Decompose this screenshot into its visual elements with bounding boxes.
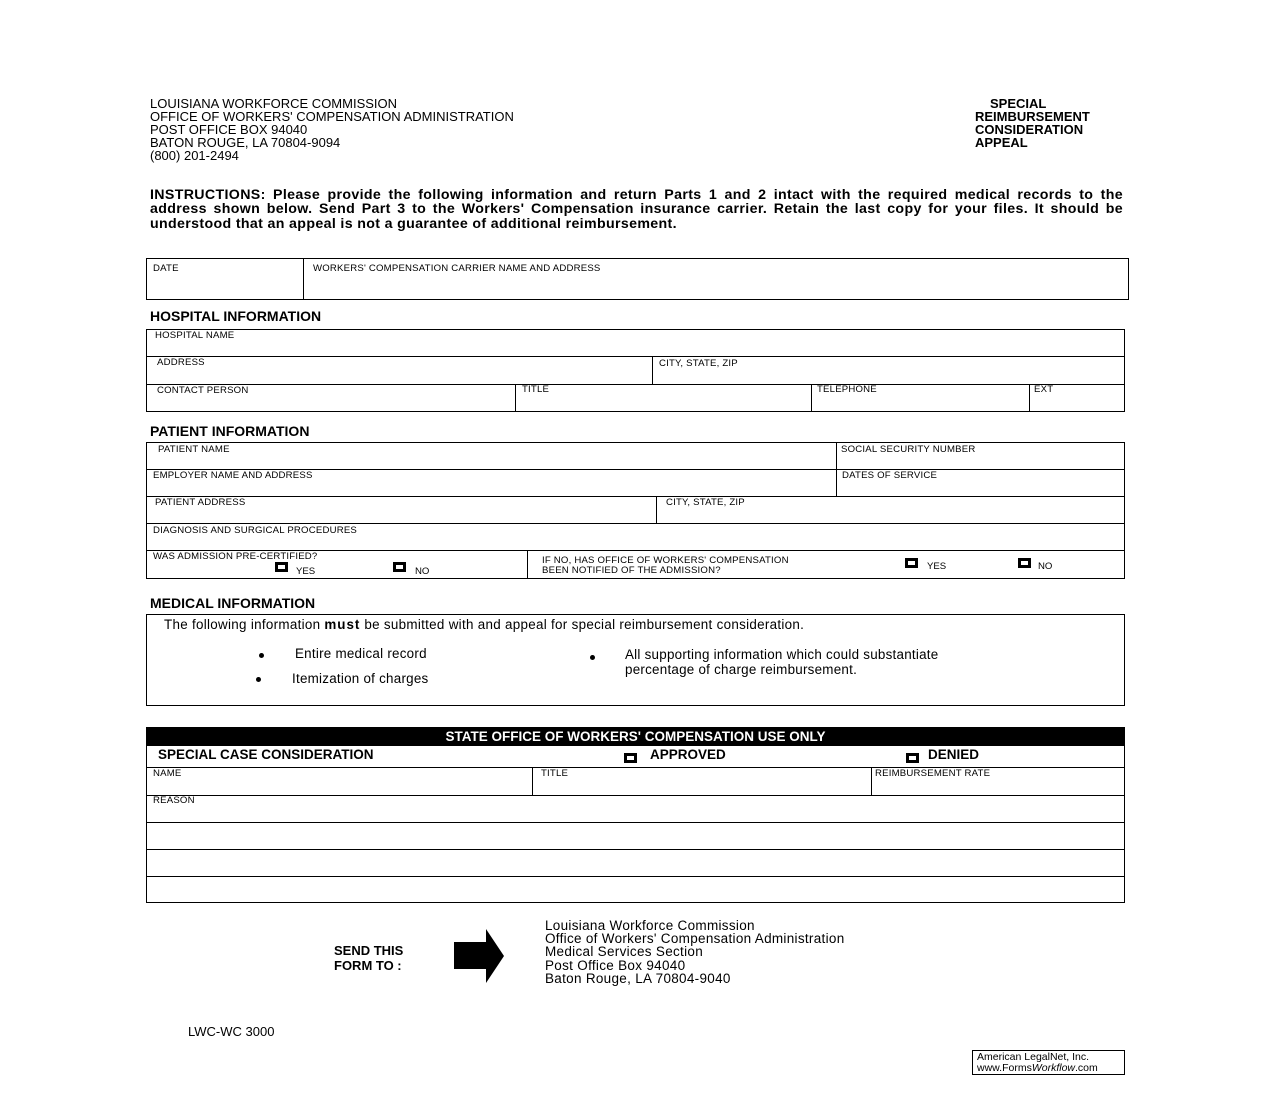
- address-line: Medical Services Section: [545, 944, 704, 960]
- divider: [303, 258, 304, 300]
- hospital-heading: HOSPITAL INFORMATION: [150, 308, 322, 324]
- send-to-line2: FORM TO :: [334, 958, 402, 973]
- mailing-address: [545, 919, 845, 985]
- hospital-table: [146, 329, 1125, 412]
- medical-intro-emphasis: must: [324, 617, 361, 632]
- date-field[interactable]: DATE: [153, 263, 179, 274]
- requirement-item-line1: All supporting information which could substantiate: [625, 647, 939, 662]
- agency-phone: (800) 201-2494: [150, 148, 239, 163]
- divider: [656, 496, 657, 523]
- bullet-icon: [590, 655, 595, 660]
- precert-no-label: NO: [415, 566, 430, 577]
- precert-question: WAS ADMISSION PRE-CERTIFIED?: [153, 551, 318, 562]
- arrow-right-icon: [454, 929, 506, 983]
- contact-title-field[interactable]: TITLE: [522, 384, 550, 395]
- state-use-banner: STATE OFFICE OF WORKERS' COMPENSATION USE ONLY: [146, 727, 1125, 746]
- medical-intro-after: be submitted with and appeal for special reimbursement consideration.: [360, 617, 805, 632]
- notified-no-checkbox[interactable]: [1018, 558, 1031, 568]
- ssn-field[interactable]: SOCIAL SECURITY NUMBER: [841, 444, 976, 455]
- divider: [146, 849, 1125, 850]
- address-line: Post Office Box 94040: [545, 957, 686, 973]
- agency-header: [150, 97, 514, 162]
- address-line: Baton Rouge, LA 70804-9040: [545, 970, 731, 986]
- carrier-field[interactable]: WORKERS' COMPENSATION CARRIER NAME AND ADDRESS: [313, 263, 601, 274]
- publisher-url-suffix: .com: [1075, 1061, 1098, 1074]
- form-title-line: REIMBURSEMENT: [975, 109, 1090, 124]
- medical-intro-before: The following information: [164, 617, 325, 632]
- reason-field[interactable]: REASON: [153, 795, 195, 806]
- date-carrier-row: [146, 258, 1129, 300]
- publisher-url[interactable]: [977, 1063, 1124, 1074]
- notified-yes-checkbox[interactable]: [905, 558, 918, 568]
- form-number: LWC-WC 3000: [188, 1024, 275, 1039]
- precert-yes-label: YES: [296, 566, 316, 577]
- requirement-item: Entire medical record: [295, 646, 427, 661]
- divider: [146, 822, 1125, 823]
- patient-address-field[interactable]: PATIENT ADDRESS: [155, 497, 246, 508]
- divider: [146, 496, 1125, 497]
- notified-no-label: NO: [1038, 561, 1053, 572]
- send-to-label: [334, 943, 403, 973]
- requirement-item: Itemization of charges: [292, 671, 429, 686]
- form-title: [975, 97, 1090, 149]
- divider: [527, 550, 528, 579]
- notified-question-line1: IF NO, HAS OFFICE OF WORKERS' COMPENSATION: [542, 555, 789, 566]
- notified-question: [542, 556, 789, 575]
- agency-office: OFFICE OF WORKERS' COMPENSATION ADMINISTRATION: [150, 109, 514, 124]
- notified-question-line2: BEEN NOTIFIED OF THE ADMISSION?: [542, 564, 721, 576]
- publisher-name: American LegalNet, Inc.: [977, 1051, 1090, 1063]
- agency-name: LOUISIANA WORKFORCE COMMISSION: [150, 96, 398, 111]
- employer-field[interactable]: EMPLOYER NAME AND ADDRESS: [153, 470, 313, 481]
- bullet-icon: [259, 653, 264, 658]
- address-line: Louisiana Workforce Commission: [545, 918, 755, 933]
- precert-yes-checkbox[interactable]: [275, 562, 288, 572]
- approved-label: APPROVED: [650, 747, 726, 762]
- requirement-item-line2: percentage of charge reimbursement.: [625, 661, 858, 677]
- requirement-item: [625, 648, 938, 677]
- denied-checkbox[interactable]: [906, 753, 919, 763]
- reviewer-name-field[interactable]: NAME: [153, 768, 182, 779]
- publisher-url-prefix: www.Forms: [977, 1061, 1032, 1074]
- reimbursement-rate-field[interactable]: REIMBURSEMENT RATE: [875, 768, 991, 779]
- divider: [146, 384, 1125, 385]
- divider: [836, 442, 837, 496]
- dates-of-service-field[interactable]: DATES OF SERVICE: [842, 470, 938, 481]
- approved-checkbox[interactable]: [624, 753, 637, 763]
- hospital-address-field[interactable]: ADDRESS: [157, 357, 205, 368]
- contact-person-field[interactable]: CONTACT PERSON: [157, 385, 249, 396]
- send-to-line1: SEND THIS: [334, 943, 404, 958]
- medical-intro: [164, 617, 804, 632]
- divider: [1029, 384, 1030, 412]
- denied-label: DENIED: [928, 747, 980, 762]
- address-line: Office of Workers' Compensation Administration: [545, 931, 845, 947]
- hospital-name-field[interactable]: HOSPITAL NAME: [155, 330, 235, 341]
- ext-field[interactable]: EXT: [1034, 384, 1054, 395]
- hospital-city-field[interactable]: CITY, STATE, ZIP: [659, 358, 738, 369]
- divider: [532, 767, 533, 795]
- bullet-icon: [256, 677, 261, 682]
- agency-city: BATON ROUGE, LA 70804-9094: [150, 135, 341, 150]
- divider: [652, 356, 653, 384]
- divider: [515, 384, 516, 412]
- form-title-line: CONSIDERATION: [975, 122, 1084, 137]
- precert-no-checkbox[interactable]: [393, 562, 406, 572]
- publisher-badge: [972, 1050, 1125, 1075]
- telephone-field[interactable]: TELEPHONE: [817, 384, 877, 395]
- special-case-label: SPECIAL CASE CONSIDERATION: [158, 747, 374, 762]
- divider: [146, 523, 1125, 524]
- divider: [871, 767, 872, 795]
- form-title-line: APPEAL: [975, 135, 1028, 150]
- medical-heading: MEDICAL INFORMATION: [150, 595, 316, 611]
- publisher-url-italic: Workflow: [1031, 1061, 1076, 1074]
- agency-po-box: POST OFFICE BOX 94040: [150, 122, 308, 137]
- reviewer-title-field[interactable]: TITLE: [541, 768, 569, 779]
- instructions: INSTRUCTIONS: Please provide the following information and return Parts 1 and 2 intact with the required medical records to the address shown below. Send Part 3 to the Workers' Compensation insurance carrier. Retain the last copy for your files. It should be understood that an appeal is not a guarantee of additional reimbursement.: [150, 187, 1123, 232]
- form-title-line: SPECIAL: [990, 96, 1047, 111]
- patient-city-field[interactable]: CITY, STATE, ZIP: [666, 497, 745, 508]
- patient-heading: PATIENT INFORMATION: [150, 423, 310, 439]
- diagnosis-field[interactable]: DIAGNOSIS AND SURGICAL PROCEDURES: [153, 525, 358, 536]
- divider: [146, 356, 1125, 357]
- divider: [146, 795, 1125, 796]
- divider: [146, 876, 1125, 877]
- divider: [146, 258, 296, 259]
- notified-yes-label: YES: [927, 561, 947, 572]
- patient-name-field[interactable]: PATIENT NAME: [158, 444, 230, 455]
- divider: [811, 384, 812, 412]
